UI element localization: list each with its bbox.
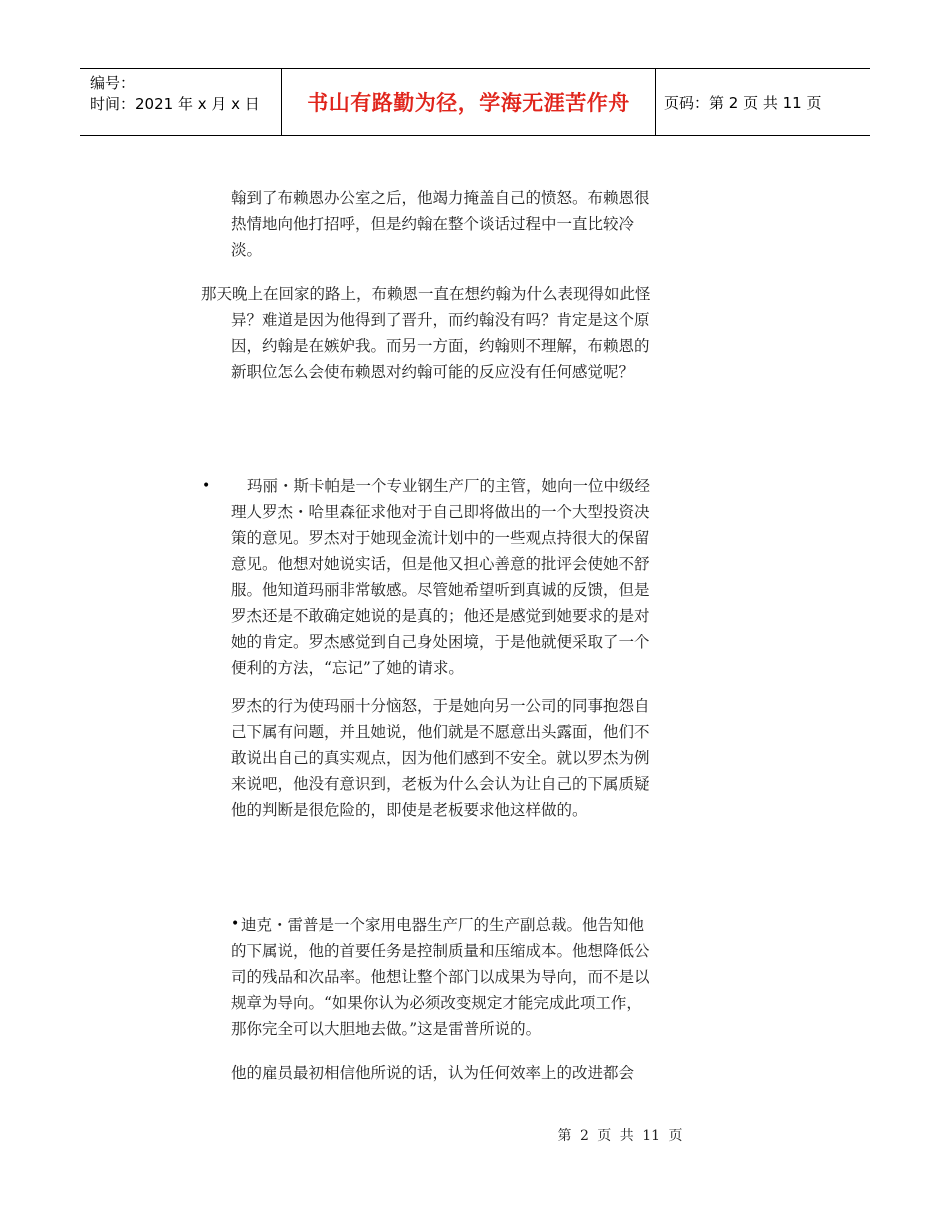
page-header — [80, 68, 870, 136]
paragraph-3: 玛丽・斯卡帕是一个专业钢生产厂的主管，她向一位中级经理人罗杰・哈里森征求他对于自己即将做出的一个大型投资决策的意见。罗杰对于她现金流计划中的一些观点持很大的保留意见。他想对她说实话，但是他又担心善意的批评会使她不舒服。他知道玛丽非常敏感。尽管她希望听到真诚的反馈，但是罗杰还是不敢确定她说的是真的；他还是感觉到她要求的是对她的肯定。罗杰感觉到自己身处困境，于是他就便采取了一个便利的方法，“忘记”了她的请求。 — [231, 477, 651, 677]
header-meta — [80, 69, 282, 135]
header-motto: 书山有路勤为径，学海无涯苦作舟 — [282, 69, 656, 135]
paragraph-2: 那天晚上在回家的路上，布赖恩一直在想约翰为什么表现得如此怪异？难道是因为他得到了晋升，而约翰没有吗？肯定是这个原因，约翰是在嫉妒我。而另一方面，约翰则不理解，布赖恩的新职位怎么会使布赖恩对约翰可能的反应没有任何感觉呢？ — [201, 285, 651, 381]
page-footer: 第 2 页 共 11 页 — [557, 1128, 683, 1144]
paragraph-4: 罗杰的行为使玛丽十分恼怒，于是她向另一公司的同事抱怨自己下属有问题，并且她说，他们就是不愿意出头露面，他们不敢说出自己的真实观点，因为他们感到不安全。就以罗杰为例来说吧，他没有意识到，老板为什么会认为让自己的下属质疑他的判断是很危险的，即使是老板要求他这样做的。 — [231, 697, 650, 819]
paragraph-6: 他的雇员最初相信他所说的话，认为任何效率上的改进都会 — [231, 1064, 635, 1082]
header-date-label: 时间：2021 年 x 月 x 日 — [90, 95, 260, 113]
bullet-marker-1: • — [202, 478, 211, 494]
header-number-label: 编号： — [90, 74, 136, 92]
header-page-info: 页码：第 2 页 共 11 页 — [664, 93, 822, 112]
paragraph-1: 翰到了布赖恩办公室之后，他竭力掩盖自己的愤怒。布赖恩很热情地向他打招呼，但是约翰在整个谈话过程中一直比较冷淡。 — [231, 189, 650, 259]
bullet-marker-2: • — [231, 916, 240, 932]
paragraph-5: 迪克・雷普是一个家用电器生产厂的生产副总裁。他告知他的下属说，他的首要任务是控制质量和压缩成本。他想降低公司的残品和次品率。他想让整个部门以成果为导向，而不是以规章为导向。“如果你认为必须改变规定才能完成此项工作，那你完全可以大胆地去做。”这是雷普所说的。 — [231, 916, 650, 1038]
